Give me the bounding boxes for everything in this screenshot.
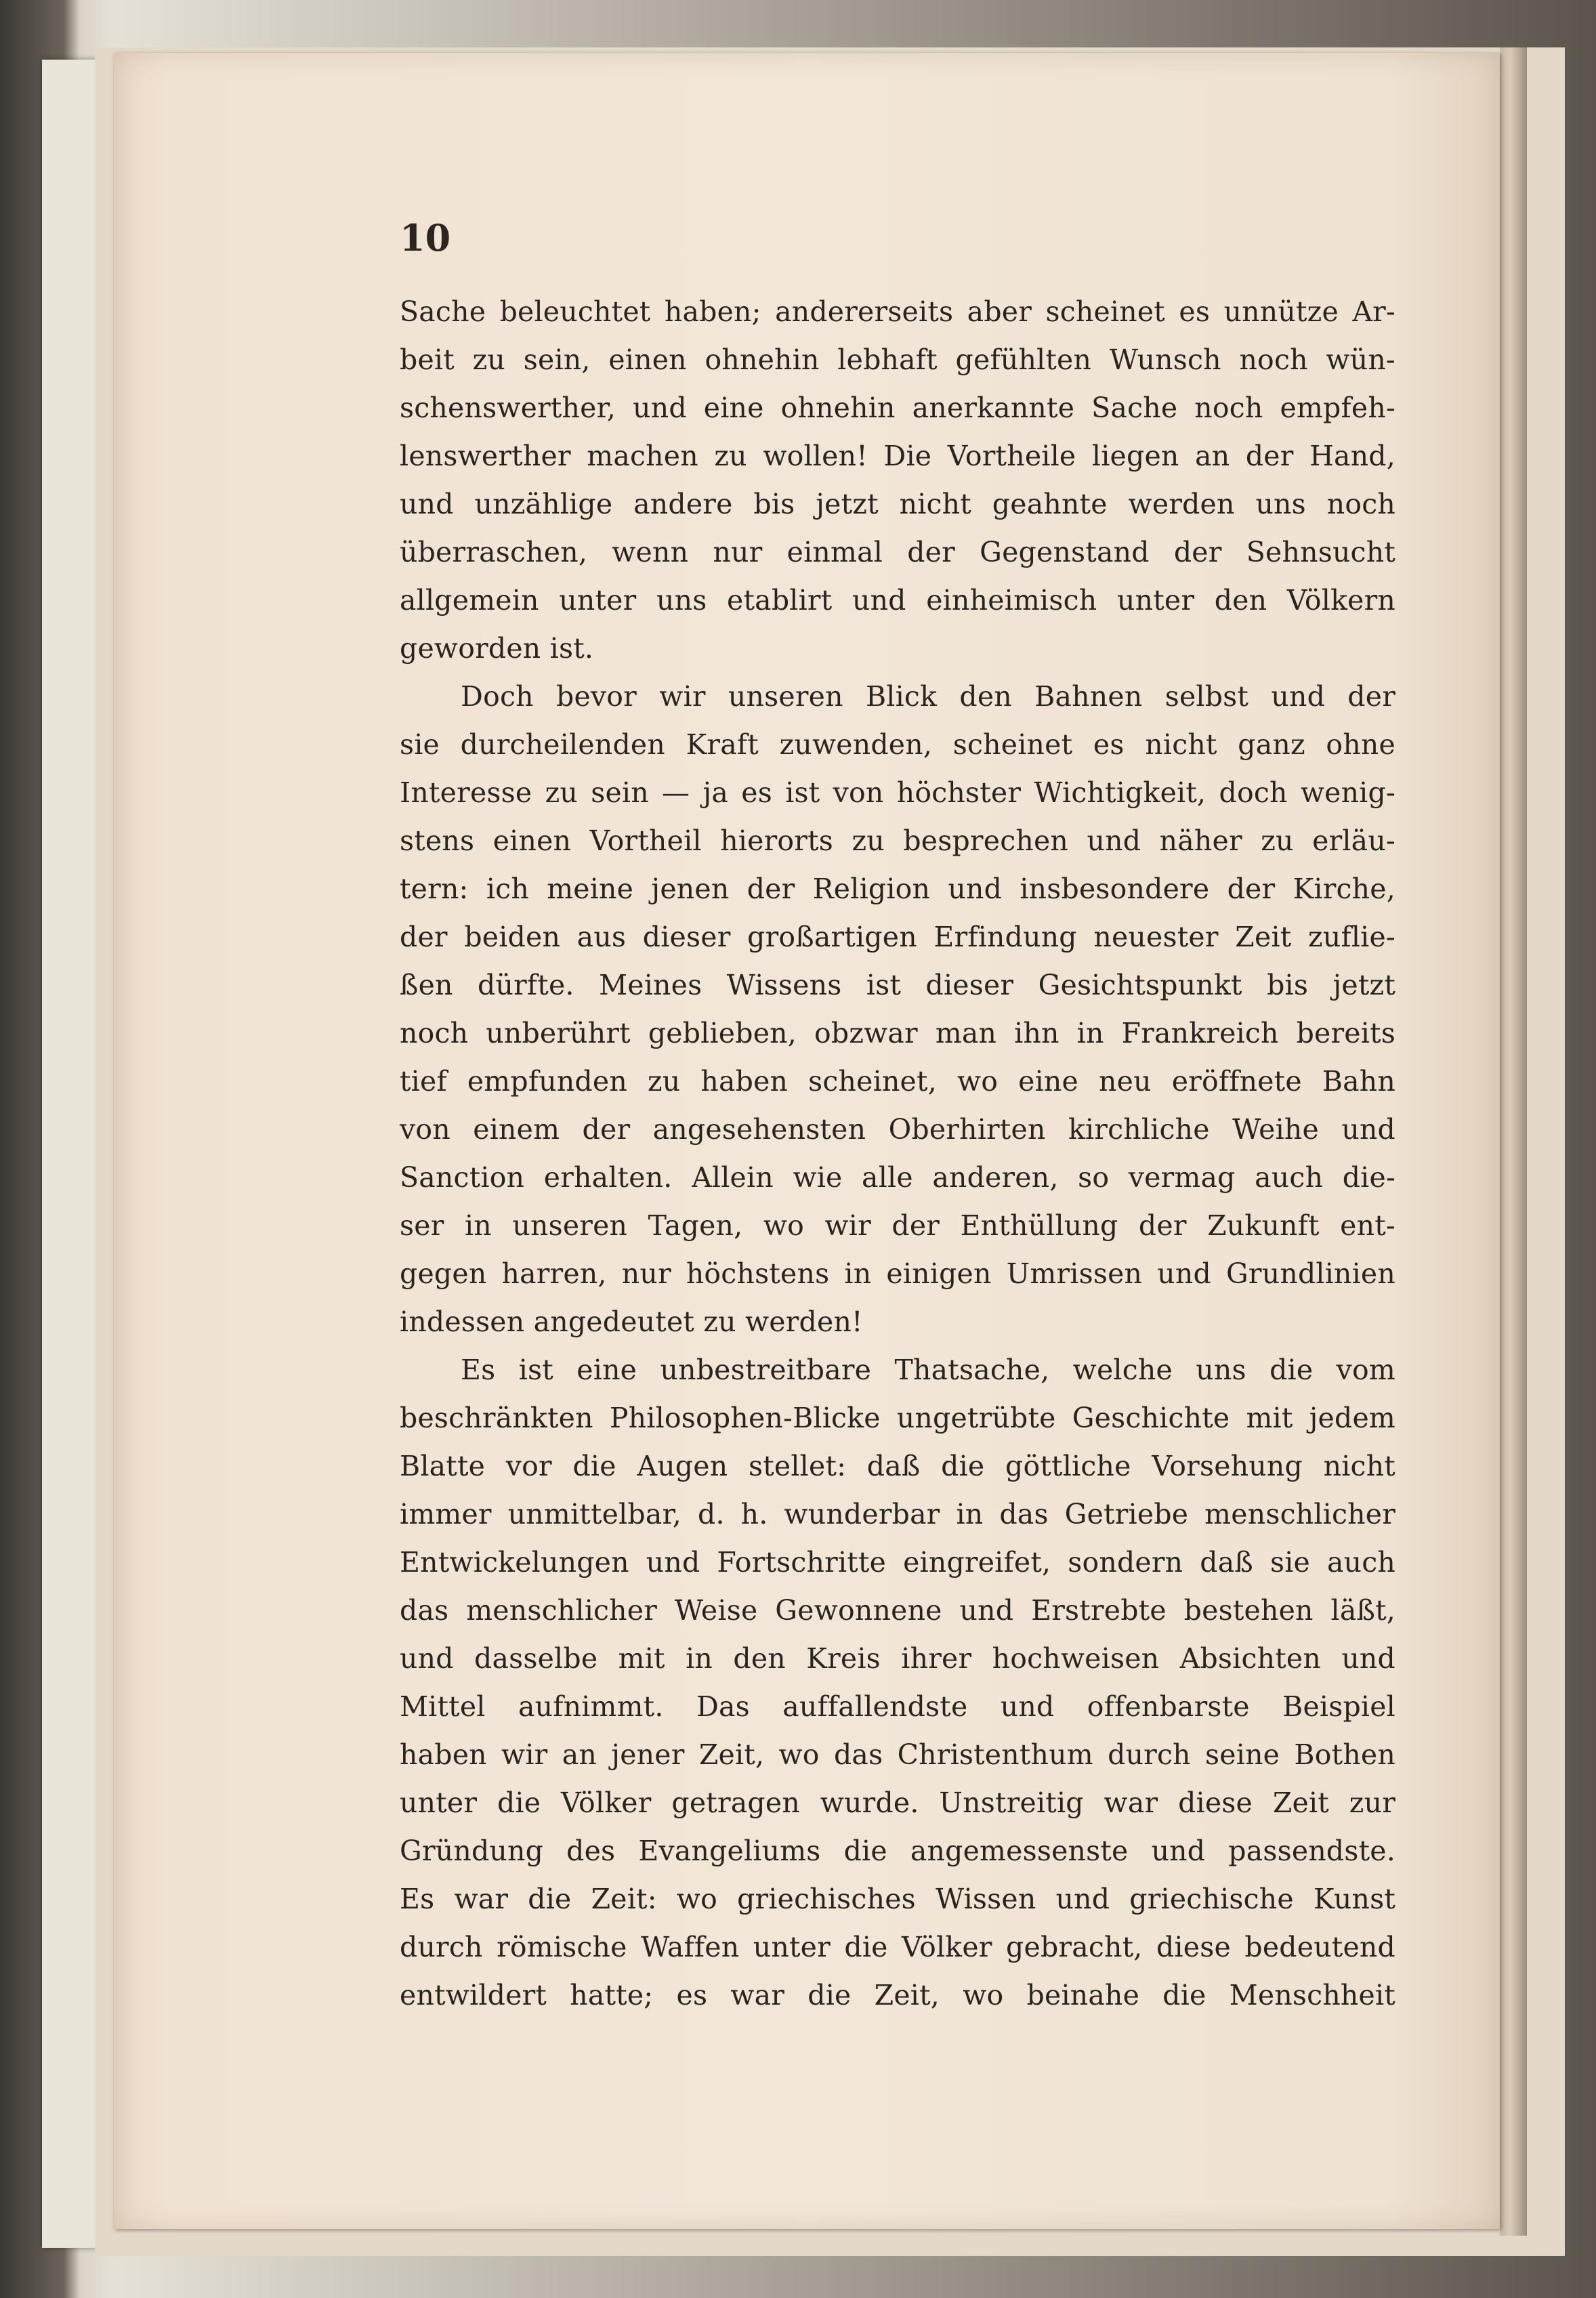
text-line: das menschlicher Weise Gewonnene und Erstrebte bestehen läßt, (400, 1594, 1395, 1627)
text-line: Sache beleuchtet haben; andererseits aber scheinet es unnütze Ar- (400, 295, 1395, 328)
text-line: und unzählige andere bis jetzt nicht geahnte werden uns noch (400, 488, 1395, 520)
text-line: stens einen Vortheil hierorts zu besprechen und näher zu erläu- (400, 824, 1395, 857)
text-line: Es war die Zeit: wo griechisches Wissen und griechische Kunst (400, 1883, 1395, 1915)
text-line: beschränkten Philosophen-Blicke ungetrübte Geschichte mit jedem (400, 1402, 1395, 1434)
page-body-text (400, 288, 1395, 2020)
text-line: Mittel aufnimmt. Das auffallendste und offenbarste Beispiel (400, 1690, 1395, 1723)
text-line: Gründung des Evangeliums die angemessenste und passendste. (400, 1835, 1395, 1867)
text-line: von einem der angesehensten Oberhirten kirchliche Weihe und (400, 1113, 1395, 1146)
text-line: ßen dürfte. Meines Wissens ist dieser Gesichtspunkt bis jetzt (400, 969, 1395, 1001)
page-edge (1500, 47, 1527, 2236)
text-line: allgemein unter uns etablirt und einheimisch unter den Völkern (400, 584, 1395, 617)
text-line: Es ist eine unbestreitbare Thatsache, welche uns die vom (461, 1354, 1395, 1386)
text-line: Doch bevor wir unseren Blick den Bahnen selbst und der (461, 680, 1395, 713)
text-line: entwildert hatte; es war die Zeit, wo beinahe die Menschheit (400, 1979, 1395, 2011)
text-line: lenswerther machen zu wollen! Die Vortheile liegen an der Hand, (400, 440, 1395, 472)
text-line: tief empfunden zu haben scheinet, wo eine neu eröffnete Bahn (400, 1065, 1395, 1098)
text-line: durch römische Waffen unter die Völker gebracht, diese bedeutend (400, 1931, 1395, 1963)
text-line: tern: ich meine jenen der Religion und insbesondere der Kirche, (400, 873, 1395, 905)
page-number: 10 (400, 216, 451, 259)
text-line: beit zu sein, einen ohnehin lebhaft gefühlten Wunsch noch wün- (400, 343, 1395, 376)
text-line: der beiden aus dieser großartigen Erfindung neuester Zeit zuflie- (400, 921, 1395, 953)
text-line: und dasselbe mit in den Kreis ihrer hochweisen Absichten und (400, 1642, 1395, 1675)
text-line: ser in unseren Tagen, wo wir der Enthüllung der Zukunft ent- (400, 1209, 1395, 1242)
text-line: Sanction erhalten. Allein wie alle anderen, so vermag auch die- (400, 1161, 1395, 1194)
text-line: indessen angedeutet zu werden! (400, 1305, 863, 1338)
text-line: sie durcheilenden Kraft zuwenden, scheinet es nicht ganz ohne (400, 728, 1395, 761)
text-line: schenswerther, und eine ohnehin anerkannte Sache noch empfeh- (400, 392, 1395, 424)
text-line: geworden ist. (400, 632, 594, 665)
text-line: haben wir an jener Zeit, wo das Christenthum durch seine Bothen (400, 1738, 1395, 1771)
text-line: immer unmittelbar, d. h. wunderbar in das Getriebe menschlicher (400, 1498, 1395, 1530)
text-line: noch unberührt geblieben, obzwar man ihn in Frankreich bereits (400, 1017, 1395, 1049)
text-line: überraschen, wenn nur einmal der Gegenstand der Sehnsucht (400, 536, 1395, 568)
text-line: Entwickelungen und Fortschritte eingreifet, sondern daß sie auch (400, 1546, 1395, 1579)
text-line: Interesse zu sein — ja es ist von höchster Wichtigkeit, doch wenig- (400, 776, 1395, 809)
text-line: unter die Völker getragen wurde. Unstreitig war diese Zeit zur (400, 1787, 1395, 1819)
text-line: Blatte vor die Augen stellet: daß die göttliche Vorsehung nicht (400, 1450, 1395, 1482)
text-line: gegen harren, nur höchstens in einigen Umrissen und Grundlinien (400, 1257, 1395, 1290)
